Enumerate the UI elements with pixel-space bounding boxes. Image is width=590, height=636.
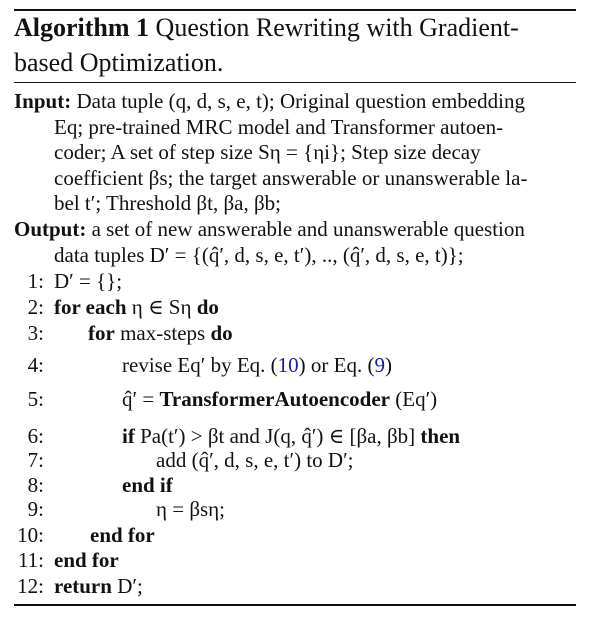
step-text: if Pa(t′) > βt and J(q, q̂′) ∈ [βa, βb] then xyxy=(122,424,461,448)
caption-rule xyxy=(14,82,576,83)
step-text: q̂′ = TransformerAutoencoder (Eq′) xyxy=(122,387,438,411)
step-number: 2: xyxy=(27,295,44,319)
step-number: 4: xyxy=(27,353,44,377)
step-number: 7: xyxy=(27,448,44,472)
algorithm-title-line1: Question Rewriting with Gradient- xyxy=(155,13,519,42)
step-number: 1: xyxy=(27,269,44,293)
algorithm-label: Algorithm 1 xyxy=(14,13,150,42)
step-number: 5: xyxy=(27,387,44,411)
step-text: for each η ∈ Sη do xyxy=(54,295,219,319)
step-number: 11: xyxy=(17,548,44,572)
step-number: 8: xyxy=(27,473,44,497)
step-text: D′ = {}; xyxy=(54,269,123,293)
step-number: 3: xyxy=(27,321,44,345)
step-text: end if xyxy=(122,473,173,497)
step-text: add (q̂′, d, s, e, t′) to D′; xyxy=(156,448,354,472)
input-line1: Data tuple (q, d, s, e, t); Original question embedding xyxy=(76,89,525,113)
step-number: 10: xyxy=(17,523,44,547)
input-block xyxy=(14,89,576,217)
output-line1: a set of new answerable and unanswerable question xyxy=(91,217,525,241)
output-head: Output: xyxy=(14,217,87,241)
step-number: 12: xyxy=(17,574,44,598)
step-text: revise Eq′ by Eq. (10) or Eq. (9) xyxy=(122,353,392,377)
algorithm-caption xyxy=(14,10,576,80)
input-line3: coder; A set of step size Sη = {ηi}; Step size decay xyxy=(54,140,481,164)
input-line5: bel t′; Threshold βt, βa, βb; xyxy=(54,191,281,215)
step-text: return D′; xyxy=(54,574,143,598)
input-line4: coefficient βs; the target answerable or unanswerable la- xyxy=(54,165,528,190)
step-text: end for xyxy=(54,548,119,572)
output-block xyxy=(14,217,576,268)
input-line2: Eq; pre-trained MRC model and Transformer autoen- xyxy=(54,114,504,139)
bottom-rule xyxy=(14,604,576,606)
step-text: for max-steps do xyxy=(88,321,233,345)
output-line2: data tuples D′ = {(q̂′, d, s, e, t′), .., (q̂′, d, s, e, t)}; xyxy=(54,242,464,267)
algorithm-title-line2: based Optimization. xyxy=(14,48,224,77)
step-text: end for xyxy=(90,523,155,547)
step-text: η = βsη; xyxy=(156,497,225,521)
step-number: 9: xyxy=(27,497,44,521)
input-head: Input: xyxy=(14,89,72,113)
step-number: 6: xyxy=(27,424,44,448)
